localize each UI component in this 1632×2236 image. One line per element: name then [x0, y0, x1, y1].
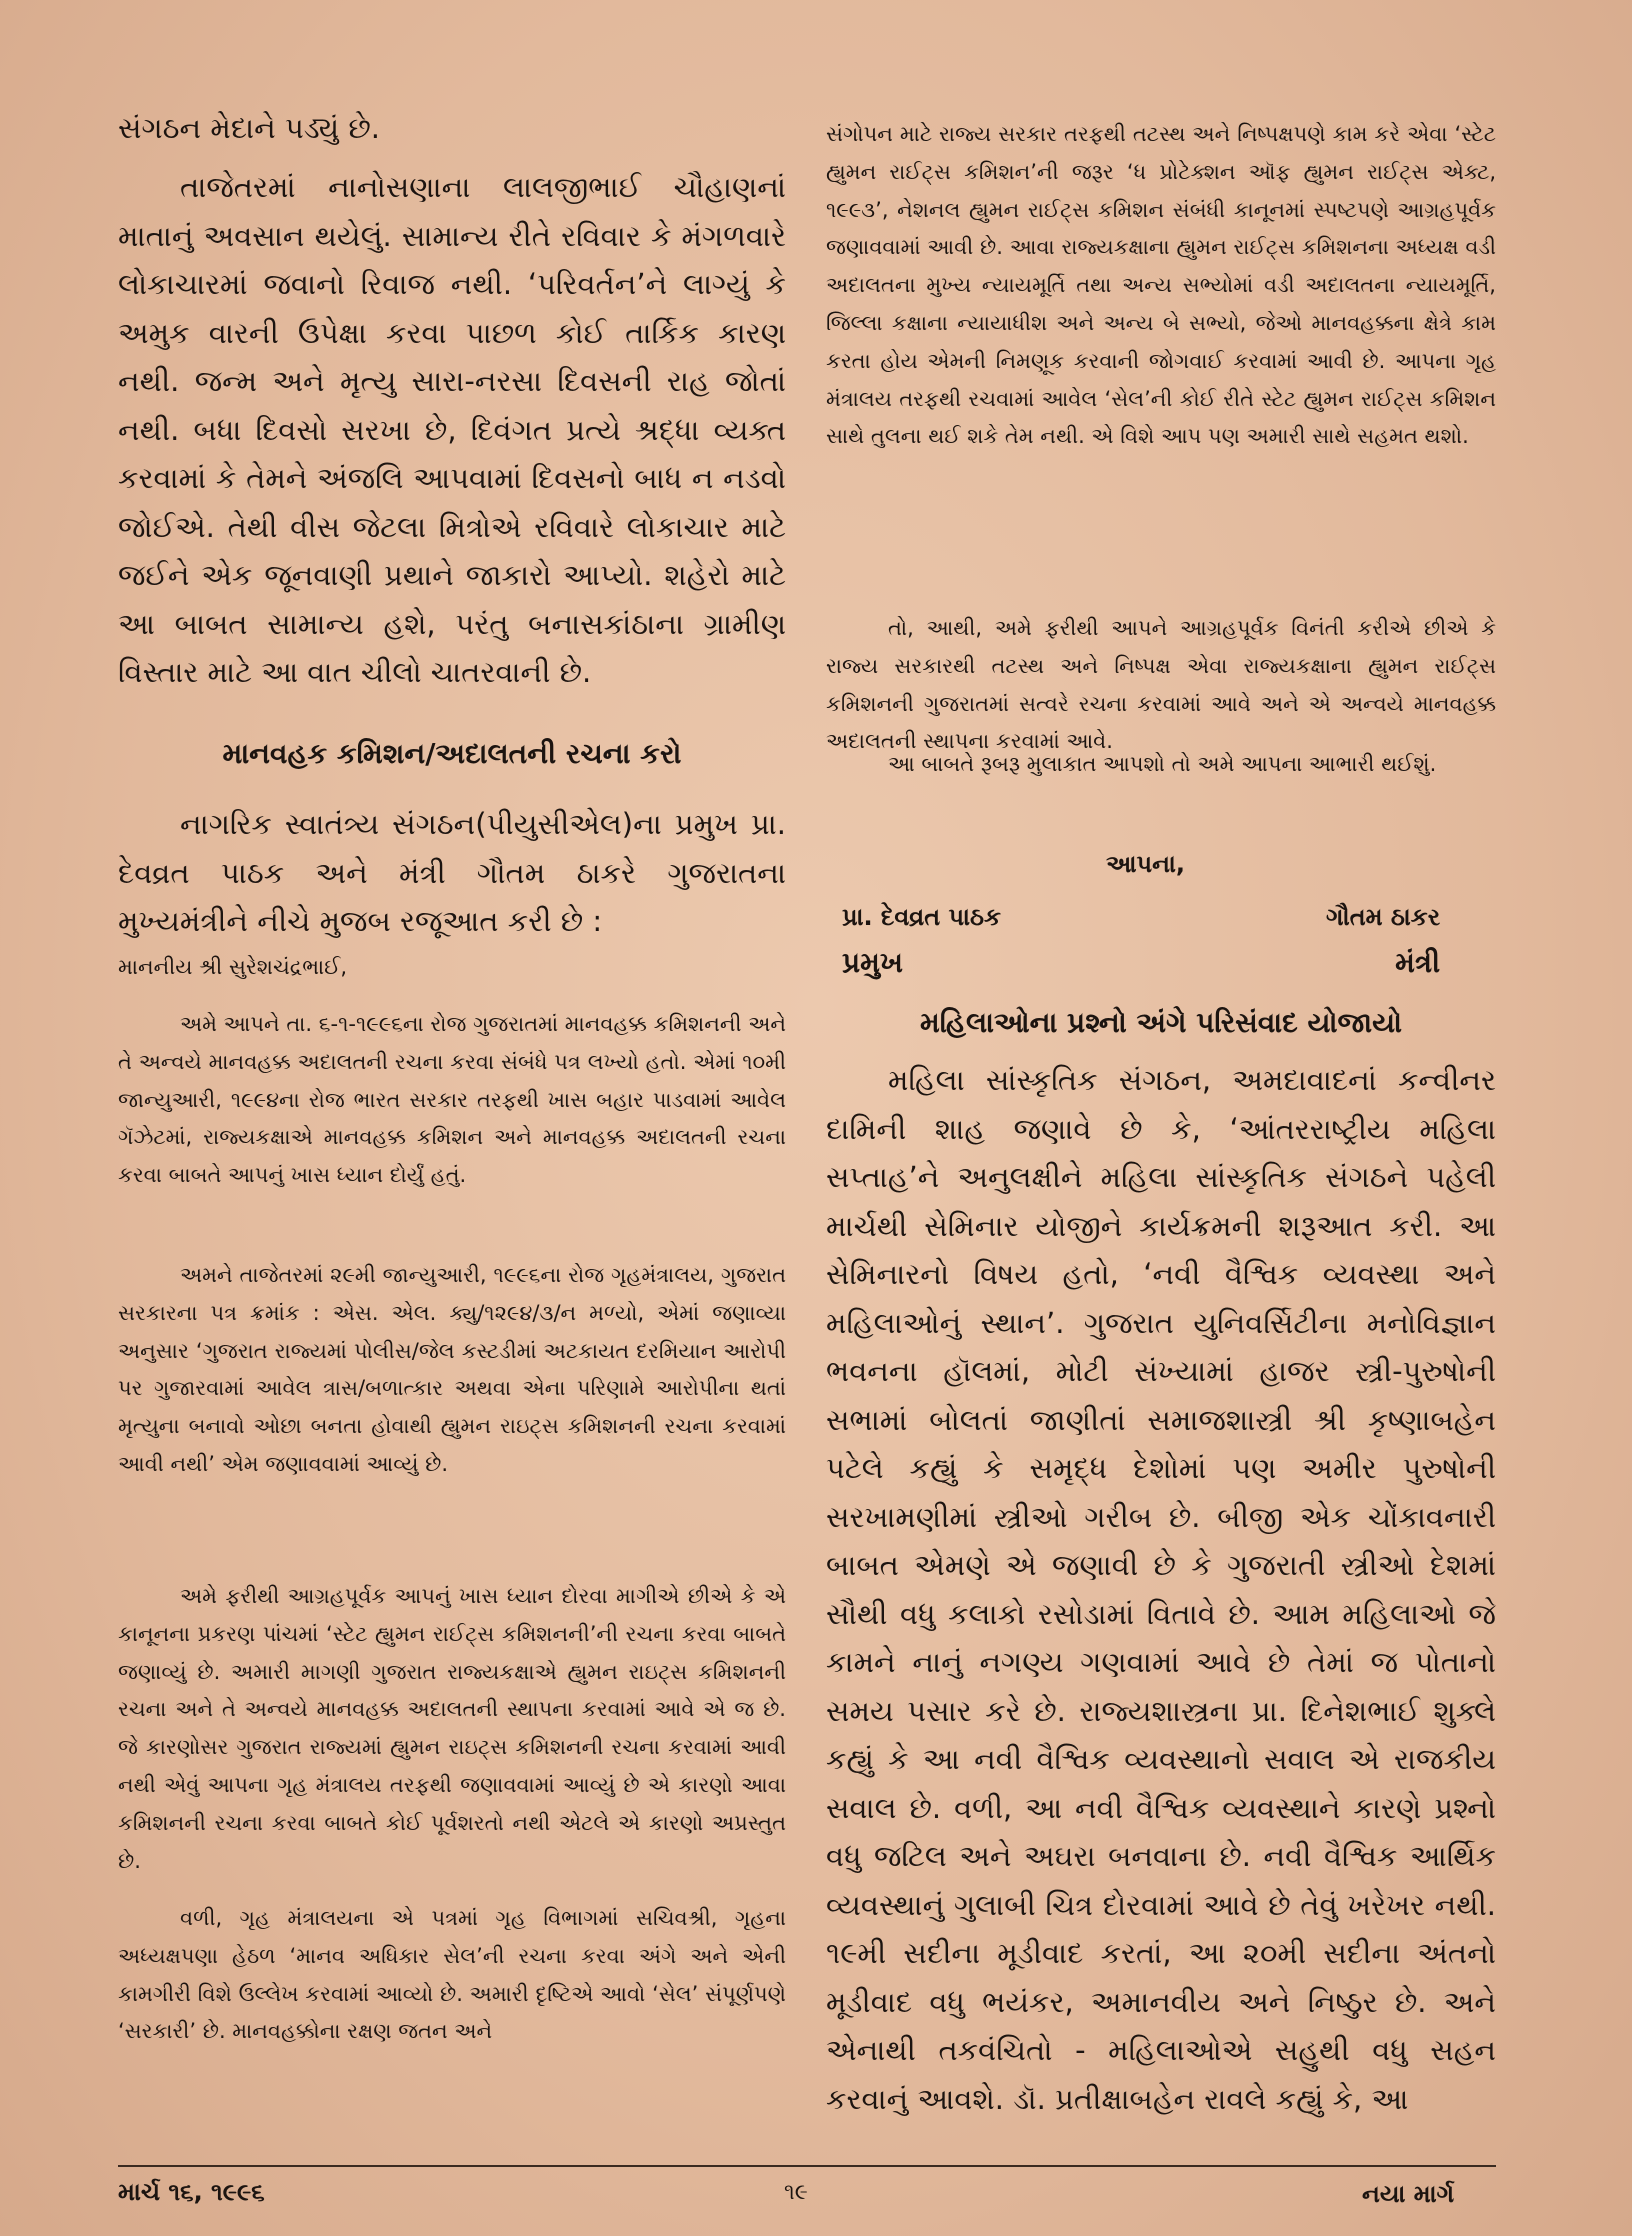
- page-number: ૧૯: [784, 2180, 808, 2205]
- signature-title: પ્રમુખ: [842, 946, 903, 979]
- paragraph-women-seminar: મહિલા સાંસ્કૃતિક સંગઠન, અમદાવાદનાં કન્વીનર દામિની શાહ જણાવે છે કે, ‘આંતરરાષ્ટ્રીય મહિલા સપ્તાહ’ને અનુલક્ષીને મહિલા સાંસ્કૃતિક સંગઠને પહેલી માર્ચથી સેમિનાર યોજીને કાર્યક્રમની શરૂઆત કરી. આ સેમિનારનો વિષય હતો, ‘નવી વૈશ્વિક વ્યવસ્થા અને મહિલાઓનું સ્થાન’. ગુજરાત યુનિવર્સિટીના મનોવિજ્ઞાન ભવનના હૉલમાં, મોટી સંખ્યામાં હાજર સ્ત્રી-પુરુષોની સભામાં બોલતાં જાણીતાં સમાજશાસ્ત્રી શ્રી કૃષ્ણાબહેન પટેલે કહ્યું કે સમૃદ્ધ દેશોમાં પણ અમીર પુરુષોની સરખામણીમાં સ્ત્રીઓ ગરીબ છે. બીજી એક ચોંકાવનારી બાબત એમણે એ જણાવી છે કે ગુજરાતી સ્ત્રીઓ દેશમાં સૌથી વધુ કલાકો રસોડામાં વિતાવે છે. આમ મહિલાઓ જે કામને નાનું નગણ્ય ગણવામાં આવે છે તેમાં જ પોતાનો સમય પસાર કરે છે. રાજ્યશાસ્ત્રના પ્રા. દિનેશભાઈ શુક્લે કહ્યું કે આ નવી વૈશ્વિક વ્યવસ્થાનો સવાલ એ રાજકીય સવાલ છે. વળી, આ નવી વૈશ્વિક વ્યવસ્થાને કારણે પ્રશ્નો વધુ જટિલ અને અઘરા બનવાના છે. નવી વૈશ્વિક આર્થિક વ્યવસ્થાનું ગુલાબી ચિત્ર દોરવામાં આવે છે તેવું ખરેખર નથી. ૧૯મી સદીના મૂડીવાદ કરતાં, આ ૨૦મી સદીના અંતનો મૂડીવાદ વધુ ભયંકર, અમાનવીય અને નિષ્ઠુર છે. અને એનાથી તકવંચિતો - મહિલાઓએ સહુથી વધુ સહન કરવાનું આવશે. ડૉ. પ્રતીક્ષાબહેન રાવલે કહ્યું કે, આ: [826, 1063, 1496, 2116]
- signature-secretary: [1326, 896, 1440, 988]
- letter-paragraph-2: અમને તાજેતરમાં ૨૯મી જાન્યુઆરી, ૧૯૯૬ના રોજ ગૃહમંત્રાલય, ગુજરાત સરકારના પત્ર ક્રમાંક : એસ. એલ. ક્યુ/૧૨૯૪/૩/ન મળ્યો, એમાં જણાવ્યા અનુસાર ‘ગુજરાત રાજ્યમાં પોલીસ/જેલ કસ્ટડીમાં અટકાયત દરમિયાન આરોપી પર ગુજારવામાં આવેલ ત્રાસ/બળાત્કાર અથવા એના પરિણામે આરોપીના થતાં મૃત્યુના બનાવો ઓછા બનતા હોવાથી હ્યુમન રાઇટ્સ કમિશનની રચના કરવામાં આવી નથી’ એમ જણાવવામાં આવ્યું છે.: [118, 1263, 786, 1476]
- letter-salutation: માનનીય શ્રી સુરેશચંદ્રભાઈ,: [118, 955, 348, 979]
- section-heading-human-rights: માનવહક કમિશન/અદાલતની રચના કરો: [222, 737, 682, 770]
- publication-name: નયા માર્ગ: [1362, 2180, 1455, 2208]
- section-heading-women-seminar: મહિલાઓના પ્રશ્નો અંગે પરિસંવાદ યોજાયો: [919, 1006, 1403, 1039]
- signature-name: ગૌતમ ઠાકર: [1326, 903, 1441, 931]
- letter-paragraph-3: અમે ફરીથી આગ્રહપૂર્વક આપનું ખાસ ધ્યાન દોરવા માગીએ છીએ કે એ કાનૂનના પ્રકરણ પાંચમાં ‘સ્ટેટ હ્યુમન રાઈટ્સ કમિશનની’ની રચના કરવા બાબતે જણાવ્યું છે. અમારી માગણી ગુજરાત રાજ્યકક્ષાએ હ્યુમન રાઇટ્સ કમિશનની રચના અને તે અન્વયે માનવહક્ક અદાલતની સ્થાપના કરવામાં આવે એ જ છે. જે કારણોસર ગુજરાત રાજ્યમાં હ્યુમન રાઇટ્સ કમિશનની રચના કરવામાં આવી નથી એવું આપના ગૃહ મંત્રાલય તરફથી જણાવવામાં આવ્યું છે એ કારણો આવા કમિશનની રચના કરવા બાબતે કોઈ પૂર્વશરતો નથી એટલે એ કારણો અપ્રસ્તુત છે.: [118, 1584, 786, 1873]
- letter-paragraph-1: અમે આપને તા. ૬-૧-૧૯૯૬ના રોજ ગુજરાતમાં માનવહક્ક કમિશનની અને તે અન્વયે માનવહક્ક અદાલતની રચના કરવા સંબંધે પત્ર લખ્યો હતો. એમાં ૧૦મી જાન્યુઆરી, ૧૯૯૪ના રોજ ભારત સરકાર તરફથી ખાસ બહાર પાડવામાં આવેલ ગૅઝેટમાં, રાજ્યકક્ષાએ માનવહક્ક કમિશન અને માનવહક્ક અદાલતની રચના કરવા બાબતે આપનું ખાસ ધ્યાન દોર્યું હતું.: [118, 1012, 786, 1188]
- signature-title: મંત્રી: [1395, 946, 1441, 979]
- letter-paragraph-7: આ બાબતે રૂબરૂ મુલાકાત આપશો તો અમે આપના આભારી થઈશું.: [888, 752, 1437, 776]
- letter-paragraph-5: સંગોપન માટે રાજ્ય સરકાર તરફથી તટસ્થ અને નિષ્પક્ષપણે કામ કરે એવા ‘સ્ટેટ હ્યુમન રાઈટ્સ કમિશન’ની જરૂર ‘ધ પ્રોટેક્શન ઑફ હ્યુમન રાઈટ્સ એક્ટ, ૧૯૯૩’, નેશનલ હ્યુમન રાઈટ્સ કમિશન સંબંધી કાનૂનમાં સ્પષ્ટપણે આગ્રહપૂર્વક જણાવવામાં આવી છે. આવા રાજ્યકક્ષાના હ્યુમન રાઈટ્સ કમિશનના અધ્યક્ષ વડી અદાલતના મુખ્ય ન્યાયમૂર્તિ તથા અન્ય સભ્યોમાં વડી અદાલતના ન્યાયમૂર્તિ, જિલ્લા કક્ષાના ન્યાયાધીશ અને અન્ય બે સભ્યો, જેઓ માનવહક્કના ક્ષેત્રે કામ કરતા હોય એમની નિમણૂક કરવાની જોગવાઈ કરવામાં આવી છે. આપના ગૃહ મંત્રાલય તરફથી રચવામાં આવેલ ‘સેલ’ની કોઈ રીતે સ્ટેટ હ્યુમન રાઈટ્સ કમિશન સાથે તુલના થઈ શકે તેમ નથી. એ વિશે આપ પણ અમારી સાથે સહમત થશો.: [826, 122, 1496, 449]
- footer-divider: [118, 2165, 1496, 2167]
- paragraph-lokachar: તાજેતરમાં નાનોસણાના લાલજીભાઈ ચૌહાણનાં માતાનું અવસાન થયેલું. સામાન્ય રીતે રવિવાર કે મંગળવારે લોકાચારમાં જવાનો રિવાજ નથી. ‘પરિવર્તન’ને લાગ્યું કે અમુક વારની ઉપેક્ષા કરવા પાછળ કોઈ તાર્કિક કારણ નથી. જન્મ અને મૃત્યુ સારા-નરસા દિવસની રાહ જોતાં નથી. બધા દિવસો સરખા છે, દિવંગત પ્રત્યે શ્રદ્ધા વ્યક્ત કરવામાં કે તેમને અંજલિ આપવામાં દિવસનો બાધ ન નડવો જોઈએ. તેથી વીસ જેટલા મિત્રોએ રવિવારે લોકાચાર માટે જઈને એક જૂનવાણી પ્રથાને જાકારો આપ્યો. શહેરો માટે આ બાબત સામાન્ય હશે, પરંતુ બનાસકાંઠાના ગ્રામીણ વિસ્તાર માટે આ વાત ચીલો ચાતરવાની છે.: [118, 170, 786, 689]
- letter-paragraph-4: વળી, ગૃહ મંત્રાલયના એ પત્રમાં ગૃહ વિભાગમાં સચિવશ્રી, ગૃહના અધ્યક્ષપણા હેઠળ ‘માનવ અધિકાર સેલ’ની રચના કરવા અંગે અને એની કામગીરી વિશે ઉલ્લેખ કરવામાં આવ્યો છે. અમારી દૃષ્ટિએ આવો ‘સેલ’ સંપૂર્ણપણે ‘સરકારી’ છે. માનવહક્કોના રક્ષણ જતન અને: [118, 1906, 786, 2044]
- lead-line: સંગઠન મેદાને પડ્યું છે.: [118, 111, 381, 145]
- paragraph-pucl: નાગરિક સ્વાતંત્ર્ય સંગઠન(પીયુસીએલ)ના પ્રમુખ પ્રા. દેવવ્રત પાઠક અને મંત્રી ગૌતમ ઠાકરે ગુજરાતના મુખ્યમંત્રીને નીચે મુજબ રજૂઆત કરી છે :: [118, 807, 786, 938]
- letter-closing: આપના,: [1106, 850, 1185, 878]
- letter-paragraph-6: તો, આથી, અમે ફરીથી આપને આગ્રહપૂર્વક વિનંતી કરીએ છીએ કે રાજ્ય સરકારથી તટસ્થ અને નિષ્પક્ષ એવા રાજ્યકક્ષાના હ્યુમન રાઈટ્સ કમિશનની ગુજરાતમાં સત્વરે રચના કરવામાં આવે અને એ અન્વયે માનવહક્ક અદાલતની સ્થાપના કરવામાં આવે.: [826, 616, 1496, 754]
- signature-name: પ્રા. દેવવ્રત પાઠક: [842, 903, 1001, 931]
- signature-president: [842, 896, 1001, 988]
- footer-date: માર્ચ ૧૬, ૧૯૯૬: [118, 2178, 265, 2206]
